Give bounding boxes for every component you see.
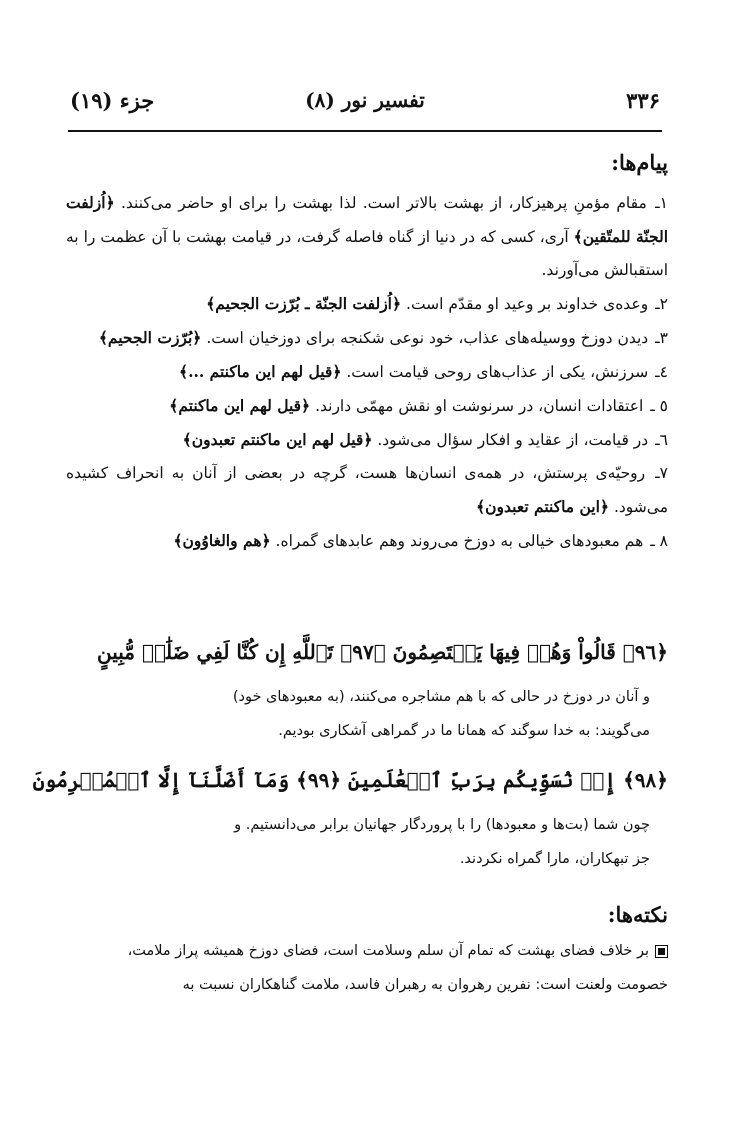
messages-heading: پیام‌ها: [611, 150, 668, 175]
messages-list [66, 186, 668, 558]
bullet-box-icon [655, 945, 668, 958]
verse-translation: چون شما (بت‌ها و معبودها) را با پروردگار جهانیان برابر می‌دانستیم. و جز تبهکاران، مارا گمراه نکردند. [234, 817, 650, 867]
message-item: ۸ ـ هم معبودهای خیالی به دوزخ می‌روند وهم عابدهای گمراه. ﴿هم والغاوُون﴾ [173, 531, 668, 550]
notes-body [66, 934, 668, 1002]
message-item: ٥ ـ اعتقادات انسان، در سرنوشت او نقش مهمّی دارند. ﴿قیل لهم این ماکنتم﴾ [169, 396, 668, 415]
message-item: ۱ـ مقام مؤمنِ پرهیزکار، از بهشت بالاتر است. لذا بهشت را برای او حاضر می‌کنند. ﴿اُزلفت الجنّة للمتّقین﴾ آری، کسی که در دنیا از گناه فاصله گرفت، در قیامت بهشت با آن عظمت را به استقبالش می‌آورند. [66, 193, 669, 279]
running-title: تفسیر نور (۸) [305, 88, 425, 112]
verse-translation: و آنان در دوزخ در حالی که با هم مشاجره می‌کنند، (به معبودهای خود) می‌گویند: به خدا سوگند که همانا ما در گمراهی آشکاری بودیم. [232, 689, 650, 739]
quran-verse: ﴿٩٨﴾ إِذۡ نُسَوِّيكُم بِرَبِّ ٱلۡعَٰلَمِينَ ﴿٩٩﴾ وَمَآ أَضَلَّنَآ إِلَّا ٱلۡمُجۡرِمُونَ [32, 768, 668, 792]
notes-heading: نکته‌ها: [607, 902, 668, 927]
part-label: جزء (۱۹) [70, 88, 155, 113]
header-rule [68, 130, 662, 132]
quran-verse: ﴿٩٦﴾ قَالُواْ وَهُمۡ فِيهَا يَخۡتَصِمُونَ ﴿٩٧﴾ تَٱللَّهِ إِن كُنَّا لَفِي ضَلَٰلٖ مُّبِينٍ [97, 640, 668, 664]
page-number: ۳۳۶ [626, 88, 660, 113]
note-line: بر خلاف فضای بهشت که تمام آن سلم وسلامت است، فضای دوزخ همیشه پراز ملامت، [66, 934, 668, 968]
message-item: ۳ـ دیدن دوزخ ووسیله‌های عذاب، خود نوعی شکنجه برای دوزخیان است. ﴿بُرّزت الجحیم﴾ [98, 328, 668, 347]
note-line: خصومت ولعنت است: نفرین رهروان به رهبران فاسد، ملامت گناهکاران نسبت به [182, 977, 668, 993]
message-item: ٤ـ سرزنش، یکی از عذاب‌های روحی قیامت است. ﴿قیل لهم این ماکنتم ...﴾ [178, 362, 668, 381]
page-header [70, 88, 660, 128]
message-item: ٦ـ در قیامت، از عقاید و افکار سؤال می‌شود. ﴿قیل لهم این ماکنتم تعبدون﴾ [182, 430, 668, 449]
message-item: ۷ـ روحیّه‌ی پرستش، در همه‌ی انسان‌ها هست، گرچه در بعضی از آنان به انحراف کشیده می‌شود. ﴿این ماکنتم تعبدون﴾ [66, 464, 668, 516]
message-item: ۲ـ وعده‌ی خداوند بر وعید او مقدّم است. ﴿اُزلفت الجنّة ـ بُرّزت الجحیم﴾ [206, 294, 668, 313]
